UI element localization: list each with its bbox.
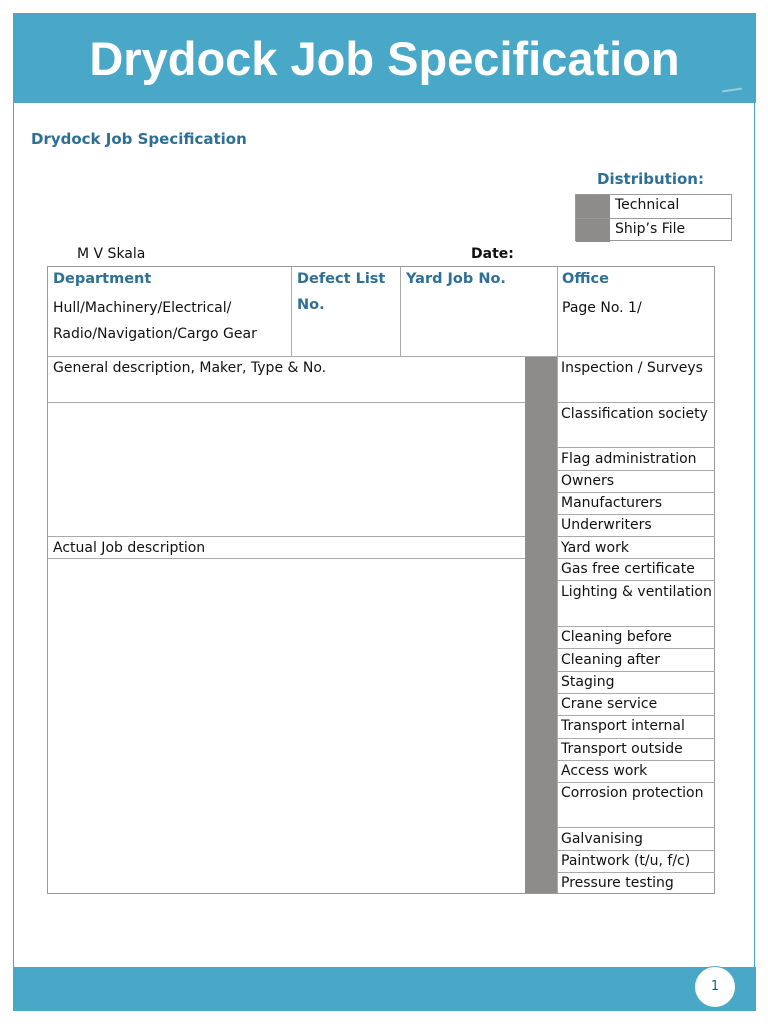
office-item-galvanising[interactable]: Galvanising [561,831,643,847]
job-spec-table [47,266,715,894]
defect-list-header: Defect List No. [297,271,386,313]
date-label: Date: [471,246,514,262]
office-item-lighting[interactable]: Lighting & ventilation [561,584,712,600]
document-title: Drydock Job Specification [31,130,247,148]
column-divider [291,267,292,357]
office-item-paintwork[interactable]: Paintwork (t/u, f/c) [561,853,691,869]
page-number-field[interactable]: Page No. 1/ [562,300,642,316]
distribution-checkbox[interactable] [576,195,610,218]
department-header: Department [53,271,152,287]
office-item-cleaning-after[interactable]: Cleaning after [561,652,660,668]
actual-job-field[interactable] [48,559,525,893]
title-banner [13,13,756,103]
distribution-label: Distribution: [597,170,704,188]
distribution-box [575,194,732,241]
office-item-flag[interactable]: Flag administration [561,451,697,467]
distribution-item-label: Ship’s File [615,221,686,237]
banner-title: Drydock Job Specification [89,32,680,85]
vessel-name: M V Skala [77,246,146,262]
office-item-gas-free[interactable]: Gas free certificate [561,561,695,577]
office-item-staging[interactable]: Staging [561,674,615,690]
page-number-badge: 1 [694,966,736,1008]
office-item-transport-outside[interactable]: Transport outside [561,741,683,757]
footer-bar [13,967,756,1011]
banner-decoration [722,88,742,93]
general-description-field[interactable] [48,403,525,536]
office-item-inspection[interactable]: Inspection / Surveys [561,360,703,376]
office-item-manufacturers[interactable]: Manufacturers [561,495,663,511]
office-checkbox-column[interactable] [525,357,557,893]
office-item-crane[interactable]: Crane service [561,696,658,712]
department-value[interactable]: Hull/Machinery/Electrical/ Radio/Navigation/Cargo Gear [53,300,257,342]
actual-job-label: Actual Job description [53,540,206,556]
office-item-pressure-testing[interactable]: Pressure testing [561,875,674,891]
office-item-yard-work[interactable]: Yard work [561,540,629,556]
column-divider [400,267,401,357]
distribution-item-label: Technical [615,197,680,213]
office-item-corrosion[interactable]: Corrosion protection [561,785,704,801]
distribution-checkbox[interactable] [576,219,610,242]
distribution-row[interactable] [576,218,731,242]
office-item-underwriters[interactable]: Underwriters [561,517,652,533]
office-item-access-work[interactable]: Access work [561,763,648,779]
office-item-owners[interactable]: Owners [561,473,615,489]
yard-job-header: Yard Job No. [406,271,506,287]
office-item-classification[interactable]: Classification society [561,406,708,422]
office-item-cleaning-before[interactable]: Cleaning before [561,629,672,645]
office-header: Office [562,271,609,287]
distribution-row[interactable] [576,195,731,218]
general-description-label: General description, Maker, Type & No. [53,360,327,376]
office-item-transport-internal[interactable]: Transport internal [561,718,685,734]
